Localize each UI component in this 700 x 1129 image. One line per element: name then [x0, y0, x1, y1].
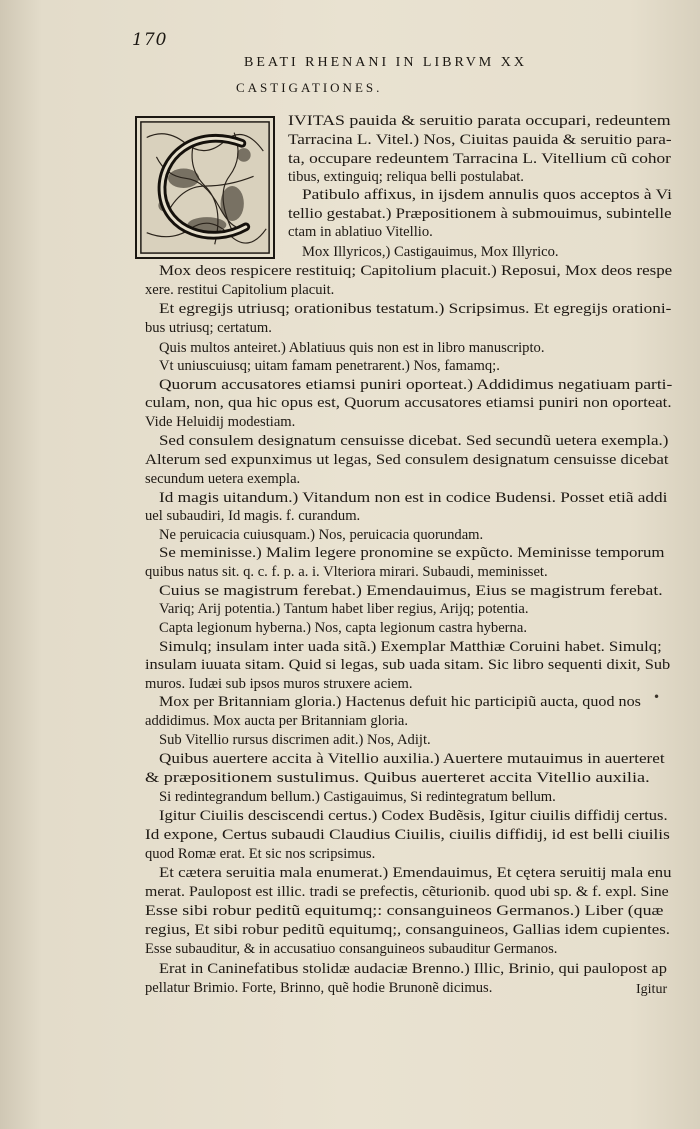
margin-mark: •	[653, 690, 661, 704]
section-head: CASTIGATIONES.	[236, 80, 383, 95]
text-line: Variq; Arij potentia.) Tantum habet liber regius, Arijq; potentia.	[159, 601, 529, 617]
text-line: Ne peruicacia cuiusquam.) Nos, peruicacia quorundam.	[159, 527, 484, 543]
text-line: regius, Et sibi robur peditũ equitumq;, consanguineos, Gallias idem cupientes.	[145, 922, 670, 938]
text-line: tellio gestabat.) Præpositionem à submouimus, subintelle	[288, 206, 672, 222]
text-line: Quibus auertere accita à Vitellio auxilia.) Auertere mutauimus in auerteret	[159, 751, 665, 767]
text-line: Patibulo affixus, in ijsdem annulis quos acceptos à Vi	[302, 187, 672, 203]
text-line: Mox Illyricos,) Castigauimus, Mox Illyrico.	[302, 244, 559, 260]
text-line: ta, occupare redeuntem Tarracina L. Vitellium cũ cohor	[288, 151, 671, 167]
text-line: Sed consulem designatum censuisse dicebat. Sed secundũ uetera exempla.)	[159, 433, 669, 449]
catchword: Igitur	[636, 982, 668, 997]
running-head: BEATI RHENANI IN LIBRVM XX	[244, 55, 527, 70]
text-line: Vt uniuscuiusq; uitam famam penetrarent.) Nos, famamq;.	[159, 358, 500, 374]
text-line: Et egregijs utriusq; orationibus testatum.) Scripsimus. Et egregijs orationi-	[159, 301, 672, 317]
page-number: 170	[132, 30, 168, 50]
text-line: quod Romæ erat. Et sic nos scripsimus.	[145, 846, 376, 862]
text-line: ctam in ablatiuo Vitellio.	[288, 224, 433, 240]
text-line: merat. Paulopost est illic. tradi se prefectis, cẽturionib. quod ubi sp. & f. expl. Sine	[145, 884, 669, 900]
text-line: Alterum sed expunximus ut legas, Sed consulem designatum censuisse dicebat	[145, 452, 669, 468]
text-line: Igitur Ciuilis desciscendi certus.) Codex Budẽsis, Igitur ciuilis diffidij certus.	[159, 808, 668, 824]
text-line: Si redintegrandum bellum.) Castigauimus, Si redintegratum bellum.	[159, 789, 556, 805]
text-line: IVITAS pauida & seruitio parata occupari, redeuntem	[288, 113, 671, 129]
text-line: Mox per Britanniam gloria.) Hactenus defuit hic participiũ aucta, quod nos	[159, 694, 641, 710]
text-line: tibus, extinguiq; reliqua belli postulabat.	[288, 169, 524, 185]
text-line: Erat in Caninefatibus stolidæ audaciæ Brenno.) Illic, Brinio, qui paulopost ap	[159, 961, 667, 977]
text-line: uel subaudiri, Id magis. f. curandum.	[145, 508, 361, 524]
decorated-initial-c-icon	[135, 116, 275, 259]
text-line: Id expone, Certus subaudi Claudius Ciuilis, ciuilis diffidij, id est belli ciuilis	[145, 827, 670, 843]
text-line: Vide Heluidij modestiam.	[145, 414, 296, 430]
text-line: Tarracina L. Vitel.) Nos, Ciuitas pauida & seruitio para-	[288, 132, 672, 148]
text-line: culam, non, qua hic opus est, Quorum accusatores etiamsi puniri non oporteat.	[145, 395, 672, 411]
text-line: Cuius se magistrum ferebat.) Emendauimus, Eius se magistrum ferebat.	[159, 583, 663, 599]
text-line: Mox deos respicere restituiq; Capitolium placuit.) Reposui, Mox deos respe	[159, 263, 673, 279]
text-line: Id magis uitandum.) Vitandum non est in codice Budensi. Posset etiã addi	[159, 490, 668, 506]
text-line: Capta legionum hyberna.) Nos, capta legionum castra hyberna.	[159, 620, 527, 636]
text-line: bus utriusq; certatum.	[145, 320, 272, 336]
text-line: Se meminisse.) Malim legere pronomine se expũcto. Meminisse temporum	[159, 545, 665, 561]
text-line: Esse sibi robur peditũ equitumq;: consanguineos Germanos.) Liber (quæ	[145, 903, 664, 919]
text-line: Quorum accusatores etiamsi puniri oporteat.) Addidimus negatiuam parti-	[159, 377, 673, 393]
text-line: xere. restitui Capitolium placuit.	[145, 282, 335, 298]
text-line: pellatur Brimio. Forte, Brinno, quẽ hodie Brunonẽ dicimus.	[145, 980, 493, 996]
text-line: muros. Iudæi sub ipsos muros struxere aciem.	[145, 676, 413, 692]
text-line: insulam iuuata sitam. Quid si legas, sub uada sitam. Sic libro sequenti dixit, Sub	[145, 657, 671, 673]
text-line: Sub Vitellio rursus discrimen adit.) Nos, Adijt.	[159, 732, 431, 748]
text-line: & præpositionem sustulimus. Quibus auerteret accita Vitellio auxilia.	[145, 770, 650, 786]
text-line: quibus natus sit. q. c. f. p. a. i. Vlteriora mirari. Subaudi, meminisset.	[145, 564, 548, 580]
text-line: Simulq; insulam inter uada sitã.) Exemplar Matthiæ Coruini habet. Simulq;	[159, 639, 662, 655]
text-line: Esse subauditur, & in accusatiuo consanguineos subauditur Germanos.	[145, 941, 558, 957]
text-line: Et cætera seruitia mala enumerat.) Emendauimus, Et cętera seruitij mala enu	[159, 865, 672, 881]
text-line: Quis multos anteiret.) Ablatiuus quis non est in libro manuscripto.	[159, 340, 545, 356]
text-line: addidimus. Mox aucta per Britanniam gloria.	[145, 713, 409, 729]
text-line: secundum uetera exempla.	[145, 471, 301, 487]
